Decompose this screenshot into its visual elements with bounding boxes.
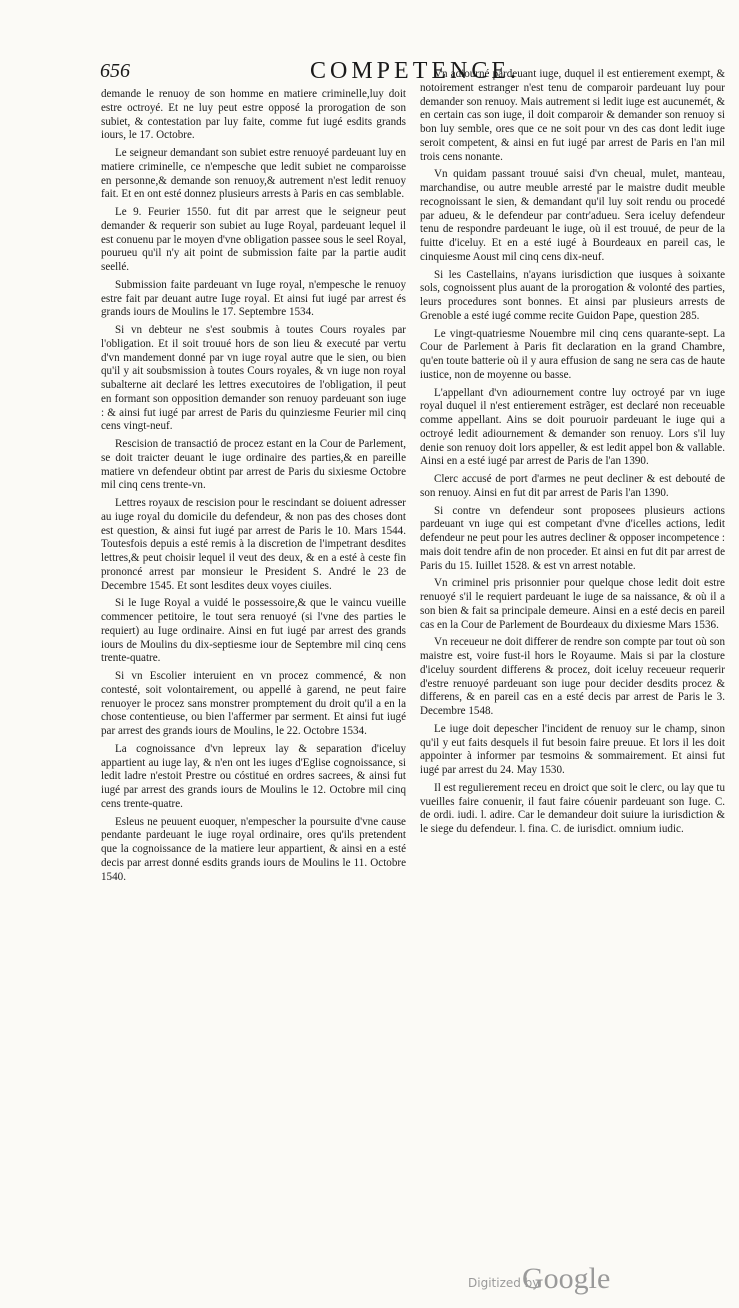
paragraph: Vn receueur ne doit differer de rendre son compte par tout où son maistre est, voire fust-il hors le Royaume. Mais si par la closture d'iceluy sourdent differens & procez, doit iceluy receueur requerir d'estre renuoyé pardeuant son iuge pour decider desdits procez & differens, & en pareil cas en a esté decis par arrest de Paris le 3. Decembre 1548. [420,636,725,717]
paragraph: Si les Castellains, n'ayans iurisdiction que iusques à soixante sols, cognoissent plus auant de la prorogation & volonté des parties, leurs procedures sont bonnes. Et ainsi par plusieurs arrests de Grenoble a esté iugé comme recite Guidon Pape, question 285. [420,268,725,322]
paragraph: Rescision de transactió de procez estant en la Cour de Parlement, se doit traicter deuant le iuge ordinaire des parties,& en pareille matiere vn defendeur obtint par arrest de Paris du sixiesme Octobre mil cinq cens trente-vn. [101,438,406,492]
running-title: COMPETENCE. [310,58,521,84]
paragraph: Lettres royaux de rescision pour le rescindant se doiuent adresser au iuge royal du domicile du defendeur, & non pas des choses dont est question, & ainsi fut iugé par arrest de Paris le 10. Mars 1544. Toutesfois depuis a esté remis à la discretion de l'impetrant desdites lettres,& peut choisir lequel il veut des deux, & en a esté à ceste fin prononcé arrest par monsieur le President S. André le 23 de Decembre 1545. Et sont lesdites deux voyes ciuiles. [101,497,406,592]
paragraph: Vn criminel pris prisonnier pour quelque chose ledit doit estre renuoyé s'il le requiert pardeuant le iuge de sa naissance, & où il a son bien & fait sa principale demeure. Ainsi en a esté decis en pareil cas en la Cour de Parlement de Bourdeaux du dixiesme Mars 1536. [420,577,725,631]
paragraph: Si le Iuge Royal a vuidé le possessoire,& que le vaincu vueille commencer petitoire, le tout sera renuoyé (si l'vne des parties le requiert) au Iuge ordinaire. Ainsi en fut iugé par arrest des grands iours de Moulins du dix-septiesme iour de Septembre mil cinq cens trente-quatre. [101,597,406,665]
paragraph: Le seigneur demandant son subiet estre renuoyé pardeuant luy en matiere criminelle, ce n'empesche que ledit subiet ne comparoisse en personne,& demande son renuoy,& autrement n'est ledit renuoy fait. Et en ont esté donnez plusieurs arrests à Paris en cas semblable. [101,147,406,201]
paragraph: Si vn Escolier interuient en vn procez commencé, & non contesté, soit volontairement, ou appellé à garend, ne peut faire renuoyer le procez sans monstrer promptement du droit qu'il a en la chose contentieuse, ou bien l'affermer par serment. Et ainsi fut iugé par arrest des grands iours de Moulins, le 22. Octobre 1534. [101,670,406,737]
right-column [420,68,725,841]
paragraph: Clerc accusé de port d'armes ne peut decliner & est debouté de son renuoy. Ainsi en fut dit par arrest de Paris l'an 1390. [420,473,725,499]
page-number: 656 [100,60,130,82]
digitized-by-text: Digitized by [468,1276,540,1290]
paragraph: demande le renuoy de son homme en matiere criminelle,luy doit estre octroyé. Et ne luy peut estre opposé la prorogation de son subiet, & contestation par luy faite, comme fut iugé esdits grands iours, le 17. Octobre. [101,88,406,142]
paragraph: La cognoissance d'vn lepreux lay & separation d'iceluy appartient au iuge lay, & n'en ont les iuges d'Eglise cognoissance, si ledit ladre n'estoit Prestre ou cóstitué en ordres sacrees, & ainsi fut iugé par arrest des grands iours de Moulins le 12. Octobre mil cinq cens trente-quatre. [101,742,406,810]
paragraph: L'appellant d'vn adiournement contre luy octroyé par vn iuge royal duquel il n'est entierement estrãger, est declaré non receuable comme appellant. Ains se doit pouruoir pardeuant le iuge qui a octroyé ledit adiournement & demander son renuoy. Lors s'il luy denie son renuoy doit lors appeller, & est ledit appel bon & vallable. Ainsi en a esté iugé par arrest de Paris de l'an 1390. [420,386,725,468]
paragraph: Le iuge doit depescher l'incident de renuoy sur le champ, sinon qu'il y eut faits desquels il fut besoin faire preuue. Et lors il les doit appointer à informer par tesmoins & sommairement. Et ainsi fut iugé par arrest du 24. May 1530. [420,722,725,776]
paragraph: Le vingt-quatriesme Nouembre mil cinq cens quarante-sept. La Cour de Parlement à Paris fit declaration en la grand Chambre, qu'en toute batterie où il y aura effusion de sang ne sera cas de haute iustice, non de moyenne ou basse. [420,327,725,381]
digitization-watermark [468,1262,628,1298]
paragraph: Il est regulierement receu en droict que soit le clerc, ou lay que tu vueilles faire conuenir, il faut faire cóuenir pardeuant son Iuge. C. de ordi. iudi. l. adire. Car le demandeur doit suiure la iurisdiction & le siege du defendeur. l. fina. C. de iurisdict. omnium iudic. [420,781,725,835]
paragraph: Vn adiourné pardeuant iuge, duquel il est entierement exempt, & notoirement estranger n'est tenu de comparoir pardeuant luy pour demander son renuoy. Mais autrement si ledit iuge est aucunemét, & en certain cas son iuge, il doit comparoir & demander son renuoy si bon luy semble, ores que ce ne soit pour vn des cas dont ledit iuge seroit competent, & ainsi en fut iugé par arrest de Paris en l'an mil trois cens nonante. [420,68,725,163]
paragraph: Submission faite pardeuant vn Iuge royal, n'empesche le renuoy estre fait par deuant autre Iuge royal. Et ainsi fut iugé par arrest és grands iours de Moulins le 17. Septembre 1534. [101,278,406,319]
google-logo: Google [522,1262,611,1295]
left-column [101,88,406,888]
paragraph: Le 9. Feurier 1550. fut dit par arrest que le seigneur peut demander & requerir son subiet au Iuge Royal, pardeuant lequel il est conuenu par le moyen d'vne obligation passee sous le seel Royal, pourueu qu'il n'y ait point de submission faite par la partie audit seellé. [101,206,406,273]
paragraph: Si vn debteur ne s'est soubmis à toutes Cours royales par l'obligation. Et il soit trouué hors de son lieu & executé par vertu d'vn mandement donné par vn iuge royal autre que le sien, ou bien qu'il y ait soubsmission à toutes Cours royales, & vn iuge non royal subalterne ait declaré les lettres executoires de l'obligation, il peut en formant son opposition demander son renuoy pardeuant son iuge : & ainsi fut iugé par arrest de Paris du quinziesme Feurier mil cinq cens vingt-neuf. [101,324,406,433]
paragraph: Si contre vn defendeur sont proposees plusieurs actions pardeuant vn iuge qui est competant d'vne d'icelles actions, ledit defendeur ne peut pour les autres decliner & opposer incompetence : mais doit tendre afin de non proceder. Et ainsi en fut dit par arrest de Paris du 15. Iuillet 1528. & est vn arrest notable. [420,504,725,572]
paragraph: Esleus ne peuuent euoquer, n'empescher la poursuite d'vne cause pendante pardeuant le iuge royal ordinaire, ores qu'ils pretendent que la cognoissance de la matiere leur appartient, & ainsi en a esté decis par arrest donné esdits grands iours de Moulins le 11. Octobre 1540. [101,815,406,883]
paragraph: Vn quidam passant trouué saisi d'vn cheual, mulet, manteau, marchandise, ou autre meuble arresté par le maistre dudit meuble recognoissant le sien, & demandant qu'il luy soit rendu ou procedé par adueu, & le defendeur par contr'adueu. Sera iceluy defendeur tenu de respondre pardeuant le iuge, où il est trouué, de peur de la fuitte d'iceluy. Et en a esté iugé à Bourdeaux en pareil cas, le cinquiesme Aoust mil cinq cens dix-neuf. [420,168,725,263]
